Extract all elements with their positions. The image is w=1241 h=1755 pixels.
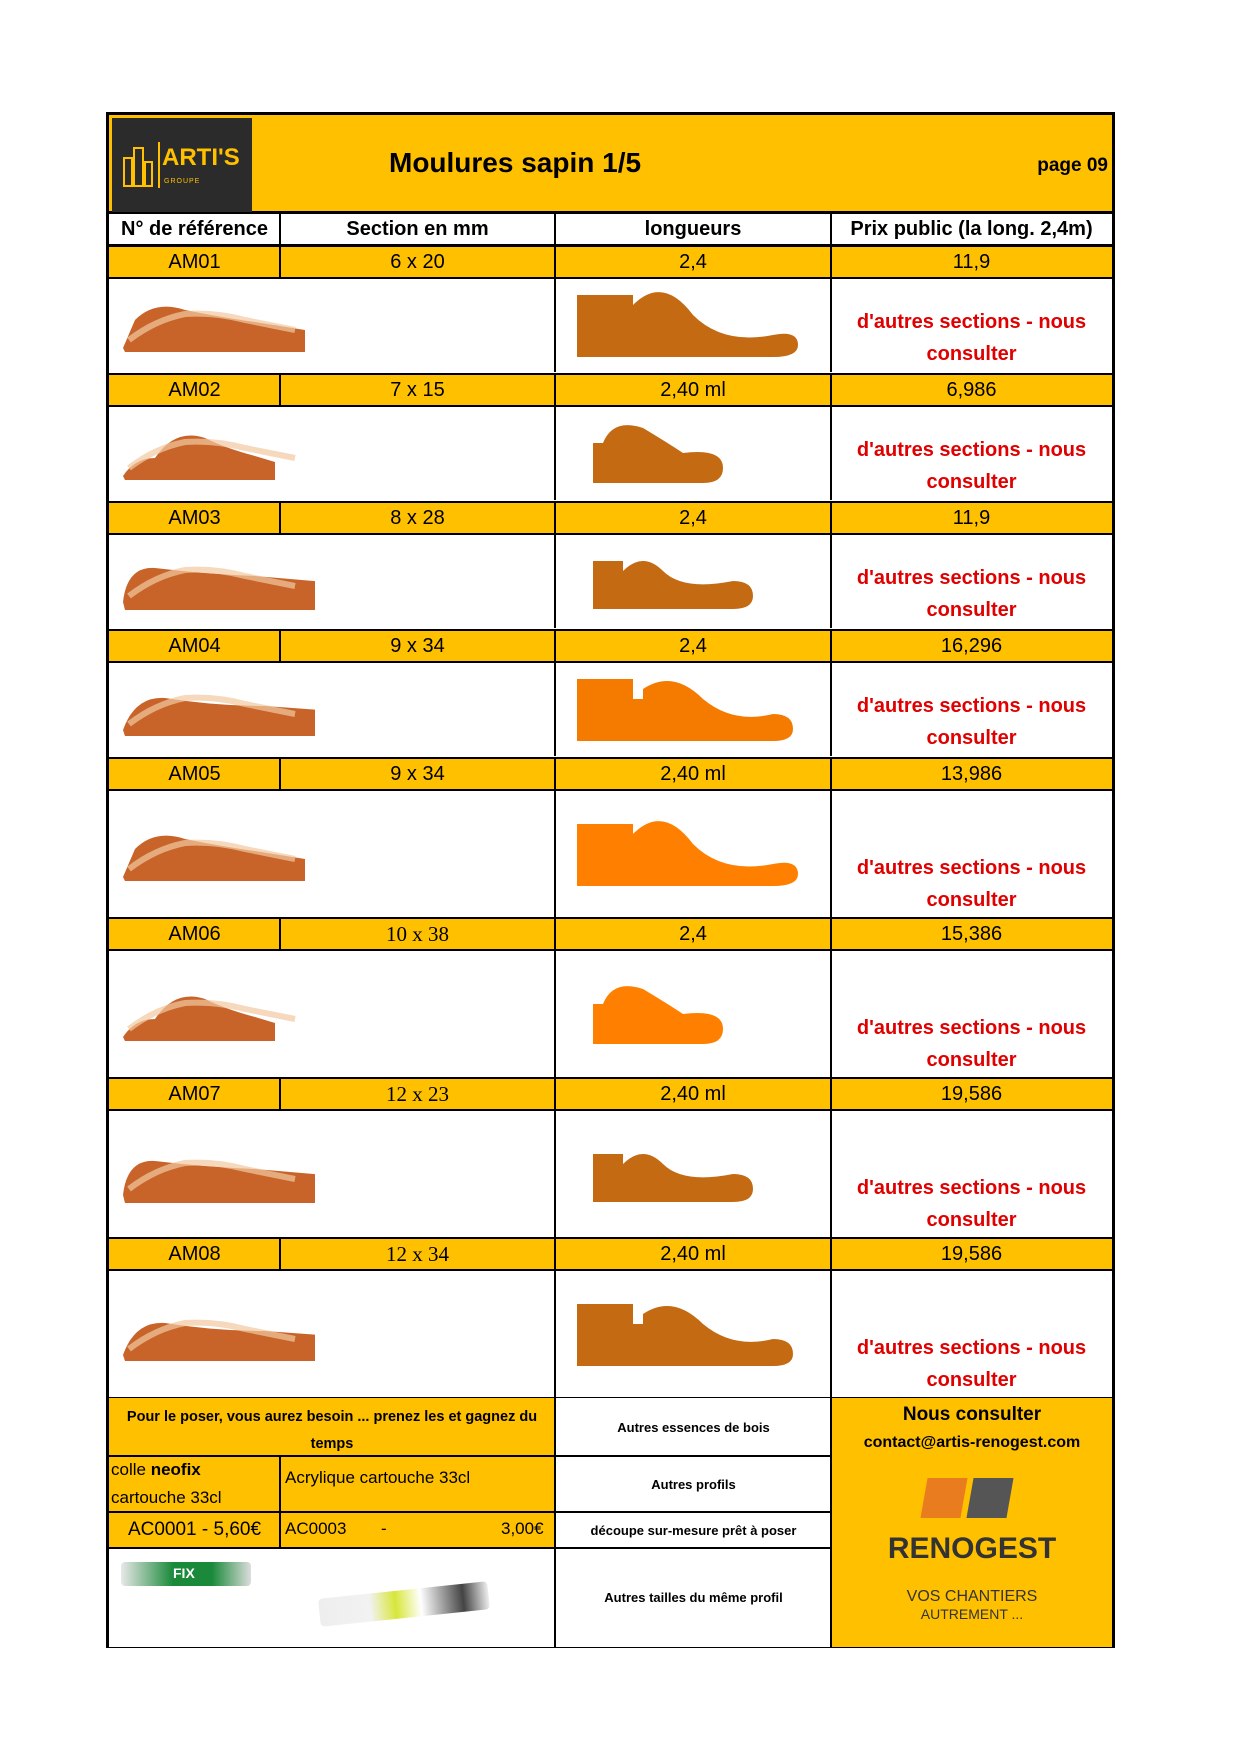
catalog-sheet	[106, 112, 1115, 1648]
divider	[830, 950, 832, 1078]
divider	[830, 246, 832, 278]
divider	[554, 534, 556, 628]
divider	[279, 214, 281, 245]
column-header: Section en mm	[280, 214, 555, 245]
option-item: Autres tailles du même profil	[556, 1548, 831, 1647]
consult-text	[857, 852, 1086, 916]
divider	[279, 374, 281, 406]
consult-note	[831, 534, 1112, 628]
row-reference: AM06	[109, 918, 280, 950]
divider	[554, 1078, 556, 1110]
row-reference: AM02	[109, 374, 280, 406]
divider	[554, 1238, 556, 1270]
product-images	[109, 1550, 555, 1647]
consult-text	[857, 690, 1086, 754]
renogest-logo-mark	[924, 1478, 1014, 1520]
divider	[554, 1110, 556, 1238]
artis-logo	[112, 118, 252, 212]
code-2-separator: -	[381, 1519, 387, 1538]
consult-line-1: d'autres sections - nous	[856, 1017, 1087, 1039]
consult-line-2: consulter	[926, 343, 1017, 365]
row-reference: AM05	[109, 758, 280, 790]
acrylic-tube	[318, 1581, 490, 1627]
consult-line-2: consulter	[926, 1369, 1017, 1391]
page-number: page 09	[1037, 155, 1108, 176]
glue-1-brand: neofix	[150, 1460, 201, 1479]
moulding-profile	[555, 534, 831, 628]
consult-note	[831, 662, 1112, 756]
consult-line-1: d'autres sections - nous	[856, 439, 1087, 461]
option-item: Autres essences de bois	[556, 1398, 831, 1456]
divider	[109, 917, 1112, 919]
divider	[109, 629, 1112, 631]
neofix-tube-label: FIX	[173, 1565, 195, 1581]
moulding-profile	[555, 662, 831, 756]
consult-text	[857, 1172, 1086, 1236]
moulding-profile	[555, 278, 831, 372]
moulding-profile	[555, 790, 831, 918]
divider	[554, 214, 556, 245]
divider	[109, 501, 1112, 503]
divider	[279, 502, 281, 534]
glue-2: Acrylique cartouche 33cl	[285, 1468, 471, 1487]
row-section: 12 x 23	[280, 1078, 555, 1110]
moulding-profile	[555, 406, 831, 500]
option-item: Autres profils	[556, 1456, 831, 1512]
divider	[830, 630, 832, 662]
divider	[109, 1077, 1112, 1079]
consult-line-2: consulter	[926, 727, 1017, 749]
divider	[554, 246, 556, 278]
header-band	[109, 115, 1112, 214]
row-reference: AM07	[109, 1078, 280, 1110]
row-price: 16,296	[831, 630, 1112, 662]
consult-line-2: consulter	[926, 599, 1017, 621]
consult-text	[857, 1012, 1086, 1076]
row-section: 12 x 34	[280, 1238, 555, 1270]
logo-square-1	[920, 1478, 967, 1518]
divider	[830, 502, 832, 534]
consult-text	[857, 562, 1086, 626]
consult-note	[831, 1110, 1112, 1238]
divider	[830, 758, 832, 790]
option-item: découpe sur-mesure prêt à poser	[556, 1512, 831, 1548]
divider	[109, 245, 1112, 247]
consult-line-2: consulter	[926, 889, 1017, 911]
renogest-name: RENOGEST	[887, 1532, 1057, 1565]
divider	[830, 534, 832, 628]
consult-line-1: d'autres sections - nous	[856, 1177, 1087, 1199]
divider	[554, 630, 556, 662]
row-section: 9 x 34	[280, 758, 555, 790]
row-section: 10 x 38	[280, 918, 555, 950]
page-title: Moulures sapin 1/5	[389, 147, 642, 178]
row-price: 11,9	[831, 246, 1112, 278]
divider	[109, 1547, 555, 1549]
divider	[109, 373, 1112, 375]
divider	[279, 1078, 281, 1110]
row-length: 2,4	[555, 502, 831, 534]
moulding-profile	[555, 1110, 831, 1238]
row-price: 15,386	[831, 918, 1112, 950]
divider	[830, 918, 832, 950]
divider	[279, 1238, 281, 1270]
row-reference: AM08	[109, 1238, 280, 1270]
moulding-photo	[115, 278, 345, 372]
divider	[556, 1455, 831, 1457]
row-price: 11,9	[831, 502, 1112, 534]
divider	[830, 374, 832, 406]
row-section: 8 x 28	[280, 502, 555, 534]
moulding-photo	[115, 1270, 345, 1398]
footer-intro: Pour le poser, vous aurez besoin ... prenez les et gagnez du temps	[126, 1409, 538, 1452]
divider	[556, 1511, 831, 1513]
row-section: 9 x 34	[280, 630, 555, 662]
consult-note	[831, 406, 1112, 500]
column-header: Prix public (la long. 2,4m)	[831, 214, 1112, 245]
building-icon	[122, 144, 154, 188]
moulding-photo	[115, 1110, 345, 1238]
renogest-tagline-2: AUTREMENT ...	[920, 1606, 1024, 1622]
divider	[554, 406, 556, 500]
row-length: 2,4	[555, 918, 831, 950]
divider	[830, 1238, 832, 1270]
glue-1-size: cartouche 33cl	[111, 1488, 222, 1507]
moulding-profile	[555, 950, 831, 1078]
divider	[830, 214, 832, 245]
divider	[554, 758, 556, 790]
divider	[279, 246, 281, 278]
moulding-photo	[115, 662, 345, 756]
glue-1	[111, 1456, 279, 1512]
row-length: 2,40 ml	[555, 1238, 831, 1270]
consult-line-1: d'autres sections - nous	[856, 857, 1087, 879]
column-header: longueurs	[555, 214, 831, 245]
divider	[830, 662, 832, 756]
moulding-photo	[115, 790, 345, 918]
consult-line-1: d'autres sections - nous	[856, 695, 1087, 717]
divider	[830, 1270, 832, 1398]
divider	[109, 1455, 555, 1457]
row-reference: AM04	[109, 630, 280, 662]
row-reference: AM01	[109, 246, 280, 278]
divider	[554, 374, 556, 406]
moulding-photo	[115, 950, 345, 1078]
row-section: 6 x 20	[280, 246, 555, 278]
moulding-photo	[115, 406, 345, 500]
divider	[830, 1110, 832, 1238]
divider	[830, 278, 832, 372]
divider	[554, 790, 556, 918]
divider	[279, 630, 281, 662]
consult-line-1: d'autres sections - nous	[856, 311, 1087, 333]
consult-text	[857, 434, 1086, 498]
consult-line-2: consulter	[926, 1209, 1017, 1231]
logo-text: ARTI'S	[162, 144, 240, 171]
divider	[556, 1547, 831, 1549]
moulding-photo	[115, 534, 345, 628]
row-length: 2,4	[555, 630, 831, 662]
row-price: 13,986	[831, 758, 1112, 790]
row-price: 19,586	[831, 1238, 1112, 1270]
contact-block	[832, 1398, 1112, 1647]
renogest-tagline-1: VOS CHANTIERS	[906, 1588, 1038, 1605]
moulding-profile	[555, 1270, 831, 1398]
divider	[830, 406, 832, 500]
contact-email: contact@artis-renogest.com	[863, 1434, 1081, 1451]
consult-line-1: d'autres sections - nous	[856, 1337, 1087, 1359]
divider	[830, 790, 832, 918]
contact-title: Nous consulter	[902, 1404, 1042, 1425]
divider	[554, 502, 556, 534]
divider	[554, 1270, 556, 1398]
code-1: AC0001 - 5,60€	[127, 1519, 262, 1540]
neofix-tube	[121, 1562, 251, 1586]
divider	[109, 757, 1112, 759]
consult-line-2: consulter	[926, 1049, 1017, 1071]
row-length: 2,40 ml	[555, 1078, 831, 1110]
row-length: 2,4	[555, 246, 831, 278]
consult-line-2: consulter	[926, 471, 1017, 493]
consult-text	[857, 306, 1086, 370]
row-length: 2,40 ml	[555, 758, 831, 790]
row-section: 7 x 15	[280, 374, 555, 406]
divider	[279, 758, 281, 790]
consult-note	[831, 790, 1112, 918]
consult-line-1: d'autres sections - nous	[856, 567, 1087, 589]
consult-note	[831, 950, 1112, 1078]
divider	[279, 918, 281, 950]
code-2-price: 3,00€	[501, 1519, 544, 1538]
row-length: 2,40 ml	[555, 374, 831, 406]
consult-note	[831, 278, 1112, 372]
divider	[109, 1237, 1112, 1239]
divider	[554, 278, 556, 372]
code-2: AC0003	[285, 1519, 347, 1538]
row-reference: AM03	[109, 502, 280, 534]
divider	[554, 950, 556, 1078]
glue-1-prefix: colle	[111, 1460, 151, 1479]
column-header: N° de référence	[109, 214, 280, 245]
consult-text	[857, 1332, 1086, 1396]
divider	[554, 918, 556, 950]
logo-subtext: GROUPE	[164, 178, 201, 185]
divider	[554, 662, 556, 756]
divider	[830, 1078, 832, 1110]
row-price: 19,586	[831, 1078, 1112, 1110]
consult-note	[831, 1270, 1112, 1398]
logo-square-2	[966, 1478, 1013, 1518]
row-price: 6,986	[831, 374, 1112, 406]
